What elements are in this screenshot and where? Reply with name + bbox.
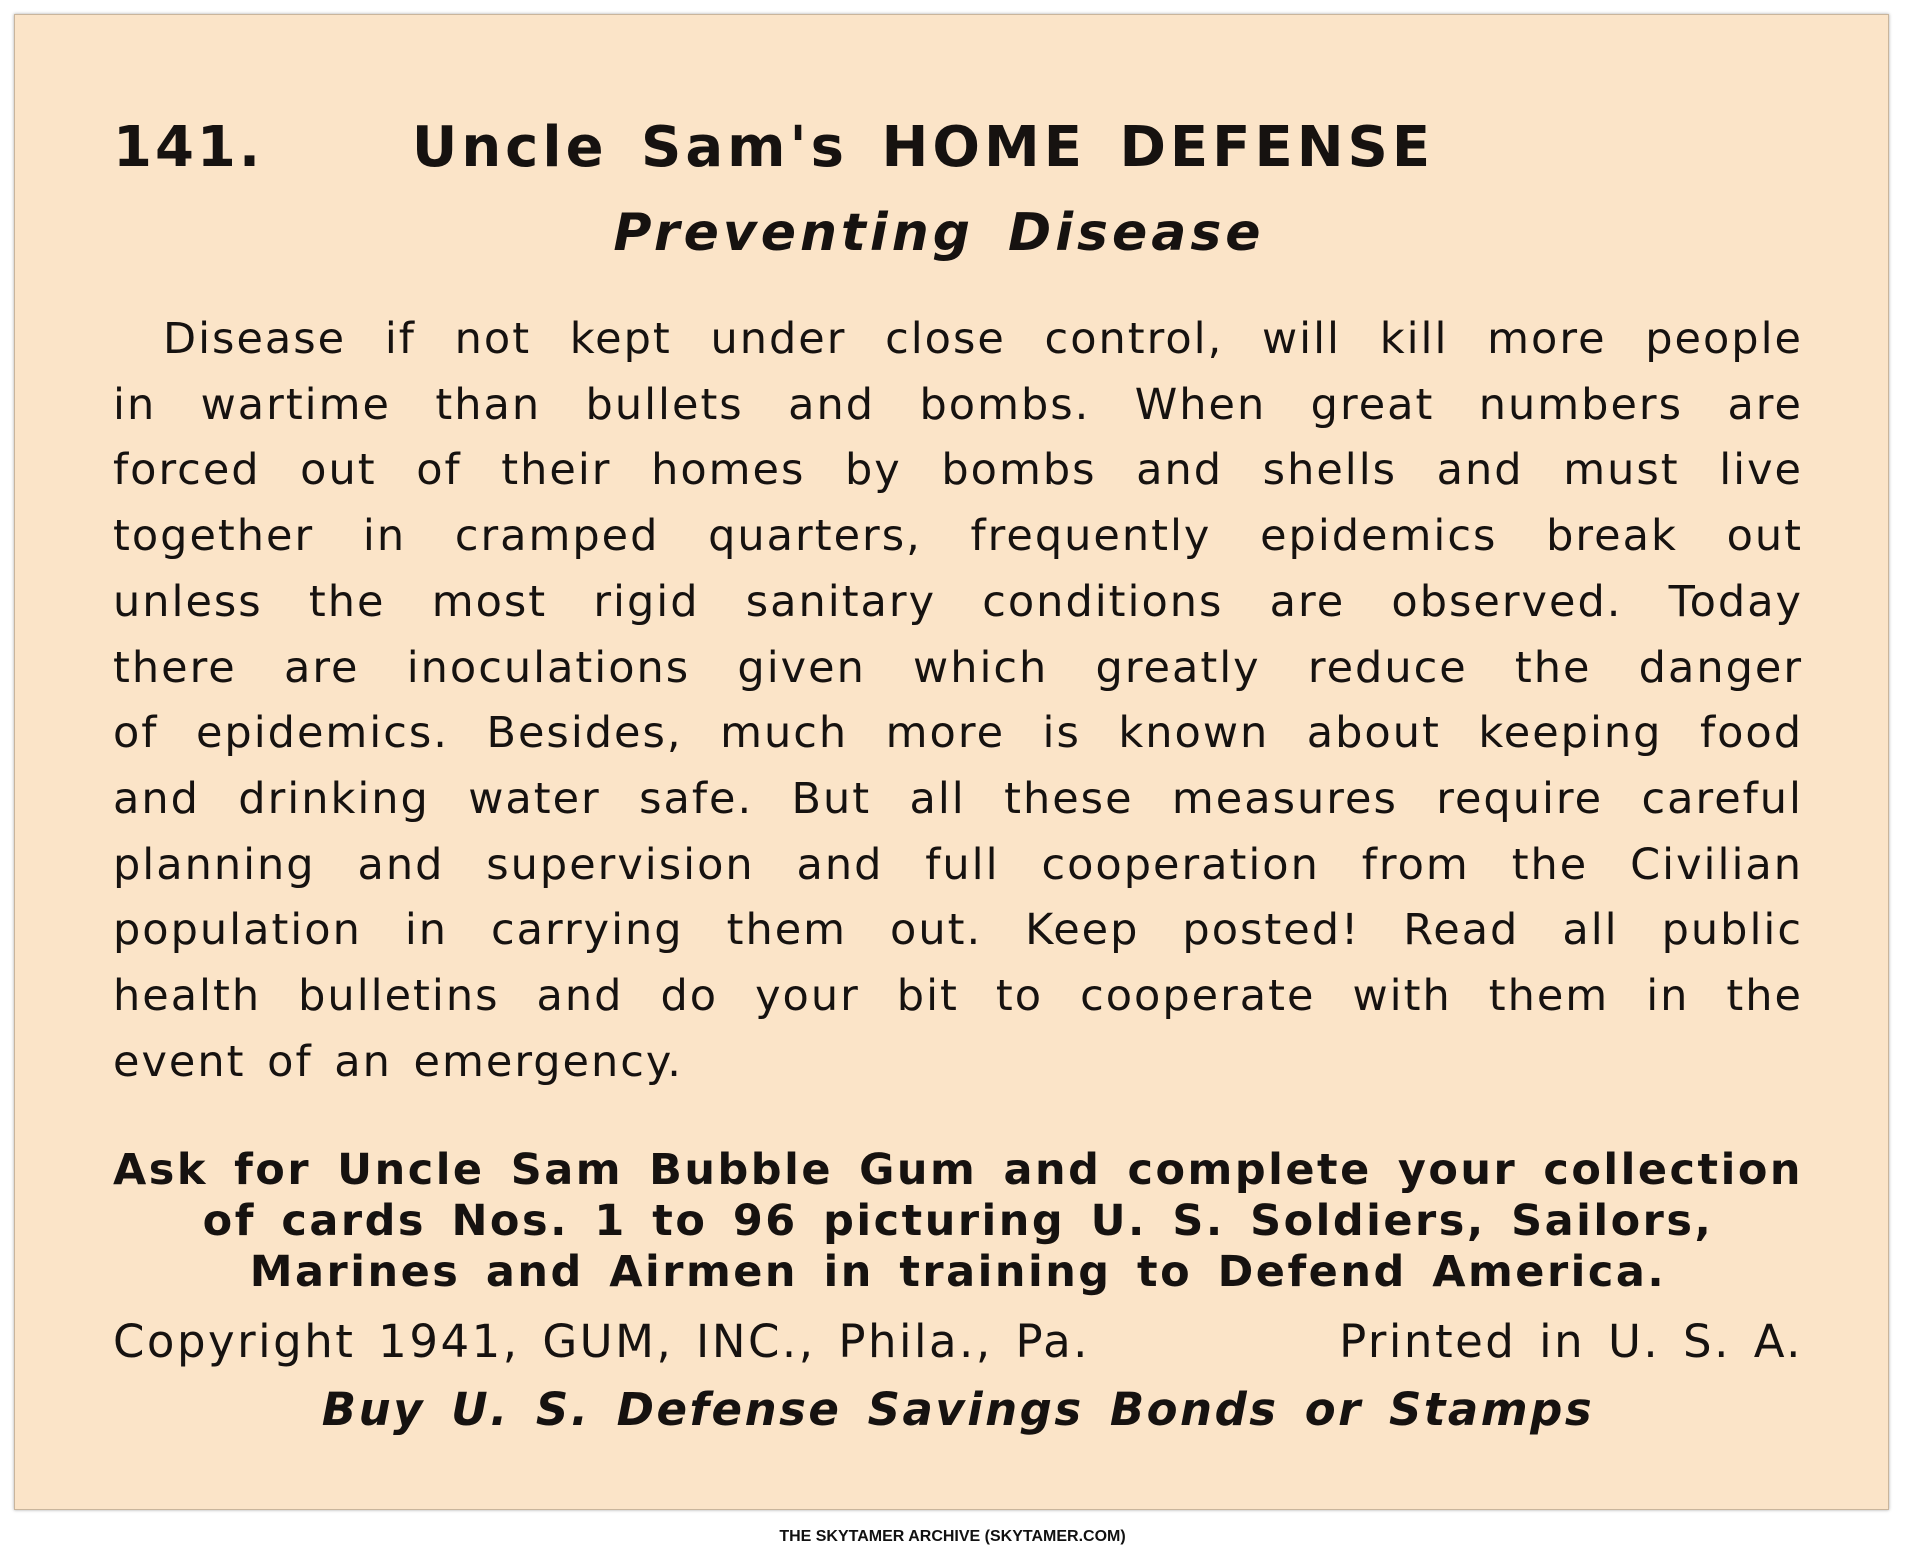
body-line: in wartime than bullets and bombs. When great numbers are [113,379,1803,430]
card-header [113,115,1803,185]
card-title: Uncle Sam's HOME DEFENSE [411,115,1435,180]
body-paragraph [113,307,1803,1095]
card-subtitle: Preventing Disease [613,203,1265,263]
card-number: 141. [113,115,264,180]
body-line: Disease if not kept under close control, will kill more people [163,314,1803,364]
body-line: planning and supervision and full cooperation from the Civilian [113,839,1803,890]
printed-in-notice: Printed in U. S. A. [1339,1315,1803,1368]
promo-text [113,1145,1803,1298]
body-line: event of an emergency. [113,1036,683,1087]
footer-row [113,1315,1803,1371]
body-line: forced out of their homes by bombs and shells and must live [113,445,1803,496]
promo-line: Marines and Airmen in training to Defend America. [249,1247,1667,1297]
body-line: health bulletins and do your bit to cooperate with them in the [113,971,1803,1022]
trading-card-back [14,14,1889,1510]
copyright-notice: Copyright 1941, GUM, INC., Phila., Pa. [113,1315,1090,1368]
body-line: unless the most rigid sanitary conditions are observed. Today [113,576,1803,627]
body-line: and drinking water safe. But all these measures require careful [113,773,1803,824]
body-line: of epidemics. Besides, much more is known about keeping food [113,708,1803,759]
archive-caption: THE SKYTAMER ARCHIVE (SKYTAMER.COM) [779,1528,1126,1545]
promo-line: Ask for Uncle Sam Bubble Gum and complete your collection [113,1145,1803,1195]
body-line: together in cramped quarters, frequently epidemics break out [113,511,1803,562]
body-line: population in carrying them out. Keep posted! Read all public [113,905,1803,956]
promo-line: of cards Nos. 1 to 96 picturing U. S. Soldiers, Sailors, [202,1196,1714,1246]
defense-bonds-slogan: Buy U. S. Defense Savings Bonds or Stamps [321,1383,1595,1436]
body-line: there are inoculations given which greatly reduce the danger [113,642,1803,693]
